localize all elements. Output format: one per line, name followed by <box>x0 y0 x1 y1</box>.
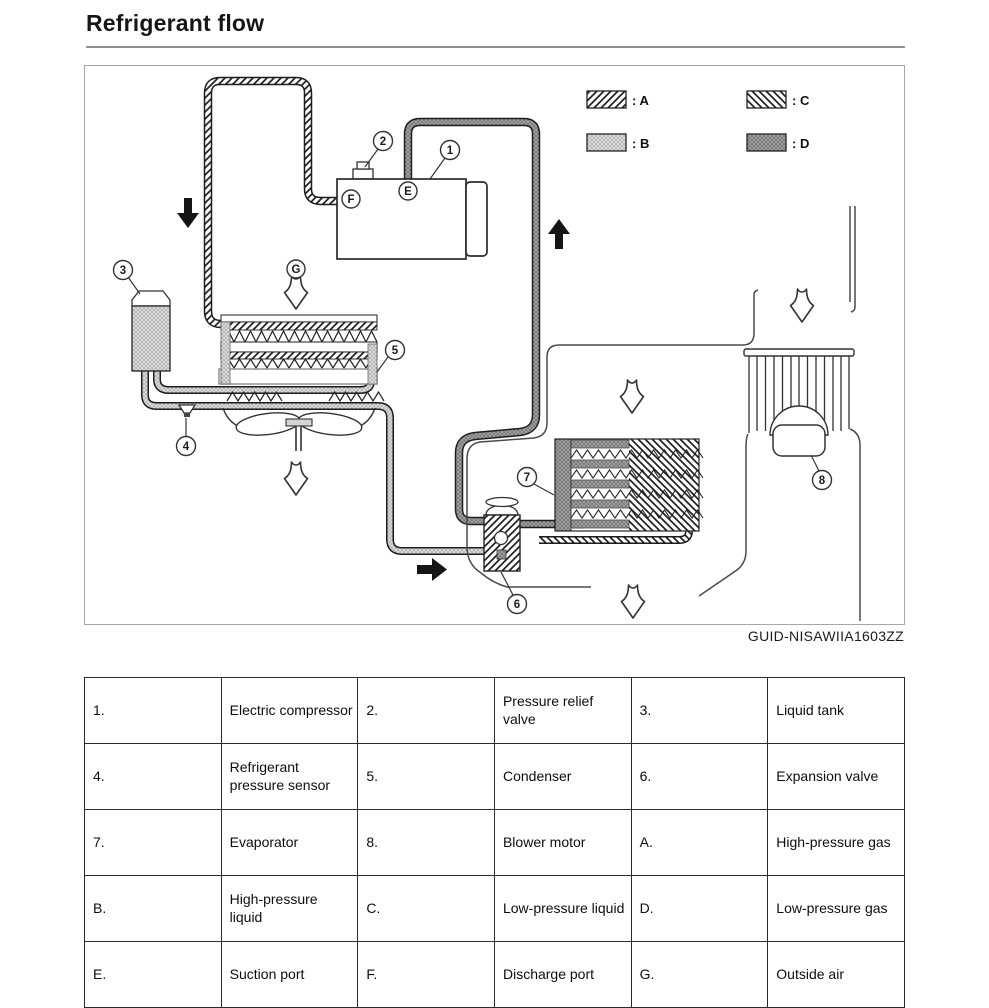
item-label-cell: Liquid tank <box>768 678 905 744</box>
callout-6 <box>508 595 527 614</box>
callout-1 <box>441 141 460 160</box>
callout-F <box>342 190 360 208</box>
item-number-cell: 2. <box>358 678 495 744</box>
table-row <box>85 942 905 1008</box>
figure-id-caption: GUID-NISAWIIA1603ZZ <box>747 628 904 644</box>
outside-air-duct-line <box>851 206 855 312</box>
item-label-cell: Discharge port <box>494 942 631 1008</box>
item-number-cell: 4. <box>85 744 222 810</box>
callout-G <box>287 260 305 278</box>
callout-3 <box>114 261 133 280</box>
pressure-relief-valve <box>353 169 373 179</box>
item-number-cell: 7. <box>85 810 222 876</box>
refrigerant-flow-diagram <box>85 66 904 624</box>
refrigerant-flow-figure <box>84 65 905 625</box>
item-number-cell: 1. <box>85 678 222 744</box>
svg-text:F: F <box>347 194 355 206</box>
right-flow-arrow <box>417 558 447 581</box>
liquid-tank <box>132 291 170 371</box>
compressor-end-cap <box>466 182 487 256</box>
up-flow-arrow <box>548 219 570 249</box>
pattern-legend <box>587 91 810 151</box>
item-number-cell: A. <box>631 810 768 876</box>
legend-label-B: : B <box>632 136 650 151</box>
item-label-cell: Pressure relief valve <box>494 678 631 744</box>
item-number-cell: 8. <box>358 810 495 876</box>
item-number-cell: 6. <box>631 744 768 810</box>
item-number-cell: 5. <box>358 744 495 810</box>
down-flow-arrow <box>177 198 199 228</box>
item-number-cell: 3. <box>631 678 768 744</box>
pipe-low-pressure-liquid <box>539 531 689 540</box>
item-label-cell: Low-pressure liquid <box>494 876 631 942</box>
svg-text:7: 7 <box>523 472 531 484</box>
item-number-cell: G. <box>631 942 768 1008</box>
legend-swatch-B <box>587 134 626 151</box>
hvac-case-line <box>850 429 860 621</box>
airflow-arrow-evaporator-in <box>621 380 644 413</box>
item-number-cell: F. <box>358 942 495 1008</box>
svg-text:2: 2 <box>379 136 387 148</box>
callout-E <box>399 182 417 200</box>
callout-7 <box>518 468 537 487</box>
item-number-cell: C. <box>358 876 495 942</box>
legend-label-C: : C <box>792 93 810 108</box>
legend-swatch-C <box>747 91 786 108</box>
svg-text:6: 6 <box>513 599 521 611</box>
callout-2 <box>374 132 393 151</box>
airflow-arrow-condenser-out <box>285 462 308 495</box>
svg-text:E: E <box>404 186 412 198</box>
component-reference-table <box>84 677 905 1008</box>
item-number-cell: E. <box>85 942 222 1008</box>
item-label-cell: Outside air <box>768 942 905 1008</box>
legend-label-D: : D <box>792 136 810 151</box>
svg-text:G: G <box>291 264 301 276</box>
expansion-valve <box>484 498 520 572</box>
condenser-fan <box>223 408 375 451</box>
table-row <box>85 810 905 876</box>
svg-text:4: 4 <box>182 441 190 453</box>
airflow-arrow-blower-in <box>791 289 814 322</box>
table-row <box>85 678 905 744</box>
legend-swatch-D <box>747 134 786 151</box>
item-label-cell: Expansion valve <box>768 744 905 810</box>
airflow-arrow-outside-air <box>285 276 308 309</box>
legend-swatch-A <box>587 91 626 108</box>
page-content <box>84 0 905 1008</box>
pipe-high-pressure-gas <box>208 81 337 324</box>
svg-text:8: 8 <box>818 475 826 487</box>
svg-text:1: 1 <box>446 145 454 157</box>
item-label-cell: Electric compressor <box>221 678 358 744</box>
item-label-cell: High-pressure gas <box>768 810 905 876</box>
table-row <box>85 744 905 810</box>
hvac-case-line <box>547 290 758 357</box>
callout-5 <box>386 341 405 360</box>
legend-label-A: : A <box>632 93 649 108</box>
blower-motor <box>744 349 854 456</box>
hvac-case-line <box>699 434 748 596</box>
item-label-cell: Blower motor <box>494 810 631 876</box>
page-title: Refrigerant flow <box>86 10 905 48</box>
item-label-cell: Evaporator <box>221 810 358 876</box>
svg-text:5: 5 <box>391 345 399 357</box>
item-label-cell: Suction port <box>221 942 358 1008</box>
evaporator <box>555 439 703 531</box>
item-number-cell: D. <box>631 876 768 942</box>
table-row <box>85 876 905 942</box>
item-number-cell: B. <box>85 876 222 942</box>
svg-text:3: 3 <box>119 265 127 277</box>
item-label-cell: High-pressure liquid <box>221 876 358 942</box>
refrigerant-pressure-sensor <box>179 405 195 417</box>
callout-4 <box>177 437 196 456</box>
item-label-cell: Condenser <box>494 744 631 810</box>
airflow-arrow-evaporator-out <box>622 585 645 618</box>
item-label-cell: Low-pressure gas <box>768 876 905 942</box>
callout-8 <box>813 471 832 490</box>
item-label-cell: Refrigerant pressure sensor <box>221 744 358 810</box>
